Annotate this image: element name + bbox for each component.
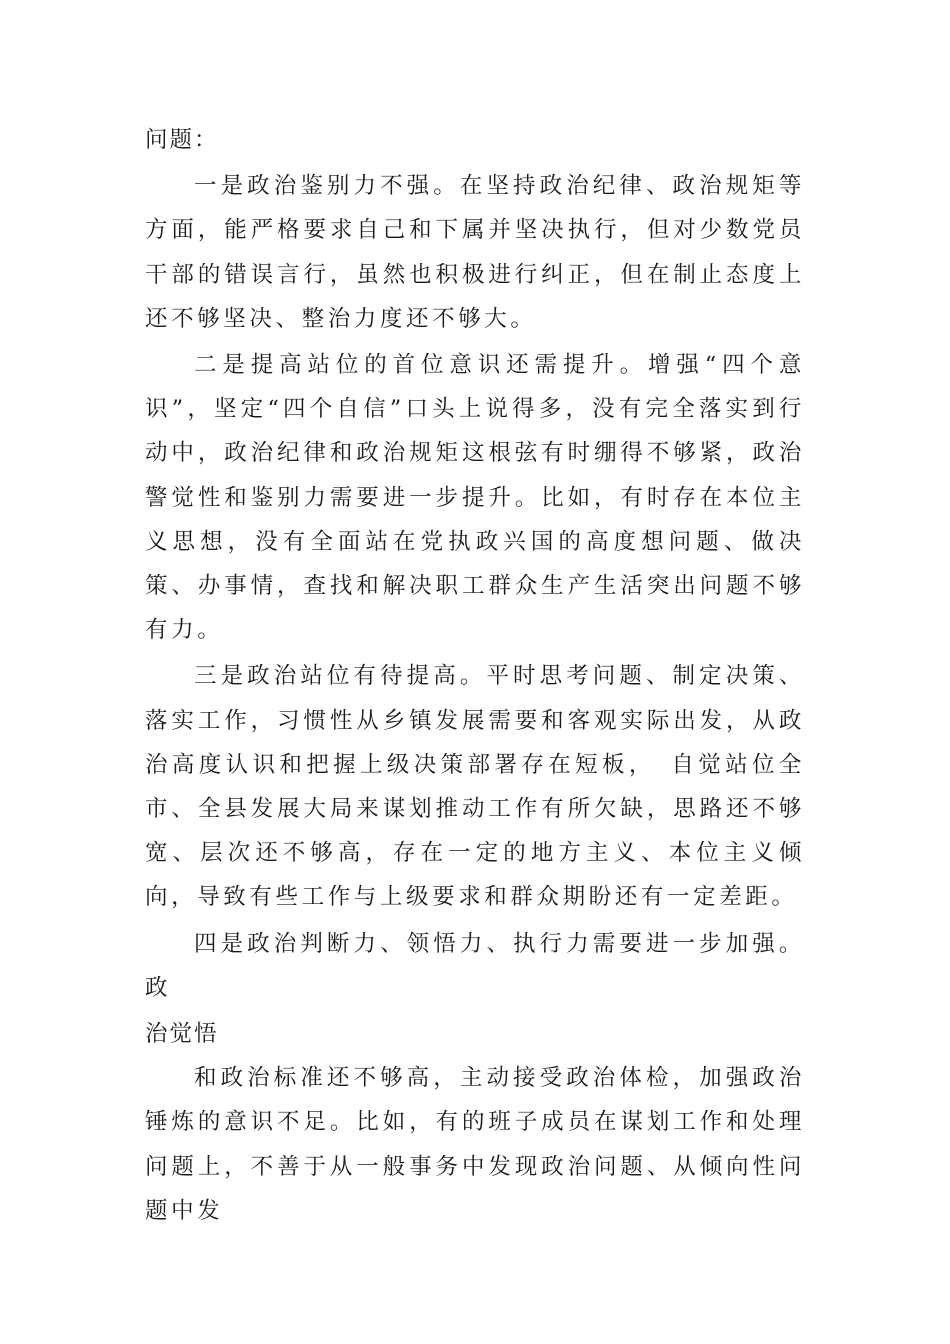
continuation-fragment: 治觉悟	[145, 1021, 219, 1048]
heading-fragment: 问题：	[145, 127, 219, 153]
paragraph-political-position: 三是政治站位有待提高。平时思考问题、制定决策、落实工作，习惯性从乡镇发展需要和客观实际出发，从政治高度认识和把握上级决策部署存在短板， 自觉站位全市、全县发展大局来谋划推动工作有所欠缺，思路还不够宽、层次还不够高，存在一定的地方主义、本位主义倾向，导致有些工作与上级要求和群众期盼还有一定差距。	[145, 663, 805, 911]
paragraph-judgment: 四是政治判断力、领悟力、执行力需要进一步加强。政	[145, 930, 805, 1001]
paragraph-political-discernment: 一是政治鉴别力不强。在坚持政治纪律、政治规矩等方面，能严格要求自己和下属并坚决执行，但对少数党员干部的错误言行，虽然也积极进行纠正，但在制止态度上还不够坚决、整治力度还不够大。	[145, 173, 805, 332]
document-body	[145, 118, 805, 1235]
paragraph-political-standards: 和政治标准还不够高，主动接受政治体检，加强政治锤炼的意识不足。比如，有的班子成员在谋划工作和处理问题上，不善于从一般事务中发现政治问题、从倾向性问题中发	[145, 1065, 805, 1224]
paragraph-awareness: 二是提高站位的首位意识还需提升。增强“四个意识”，坚定“四个自信”口头上说得多，没有完全落实到行动中，政治纪律和政治规矩这根弦有时绷得不够紧，政治警觉性和鉴别力需要进一步提升。比如，有时存在本位主义思想，没有全面站在党执政兴国的高度想问题、做决策、办事情，查找和解决职工群众生产生活突出问题不够有力。	[145, 352, 805, 644]
